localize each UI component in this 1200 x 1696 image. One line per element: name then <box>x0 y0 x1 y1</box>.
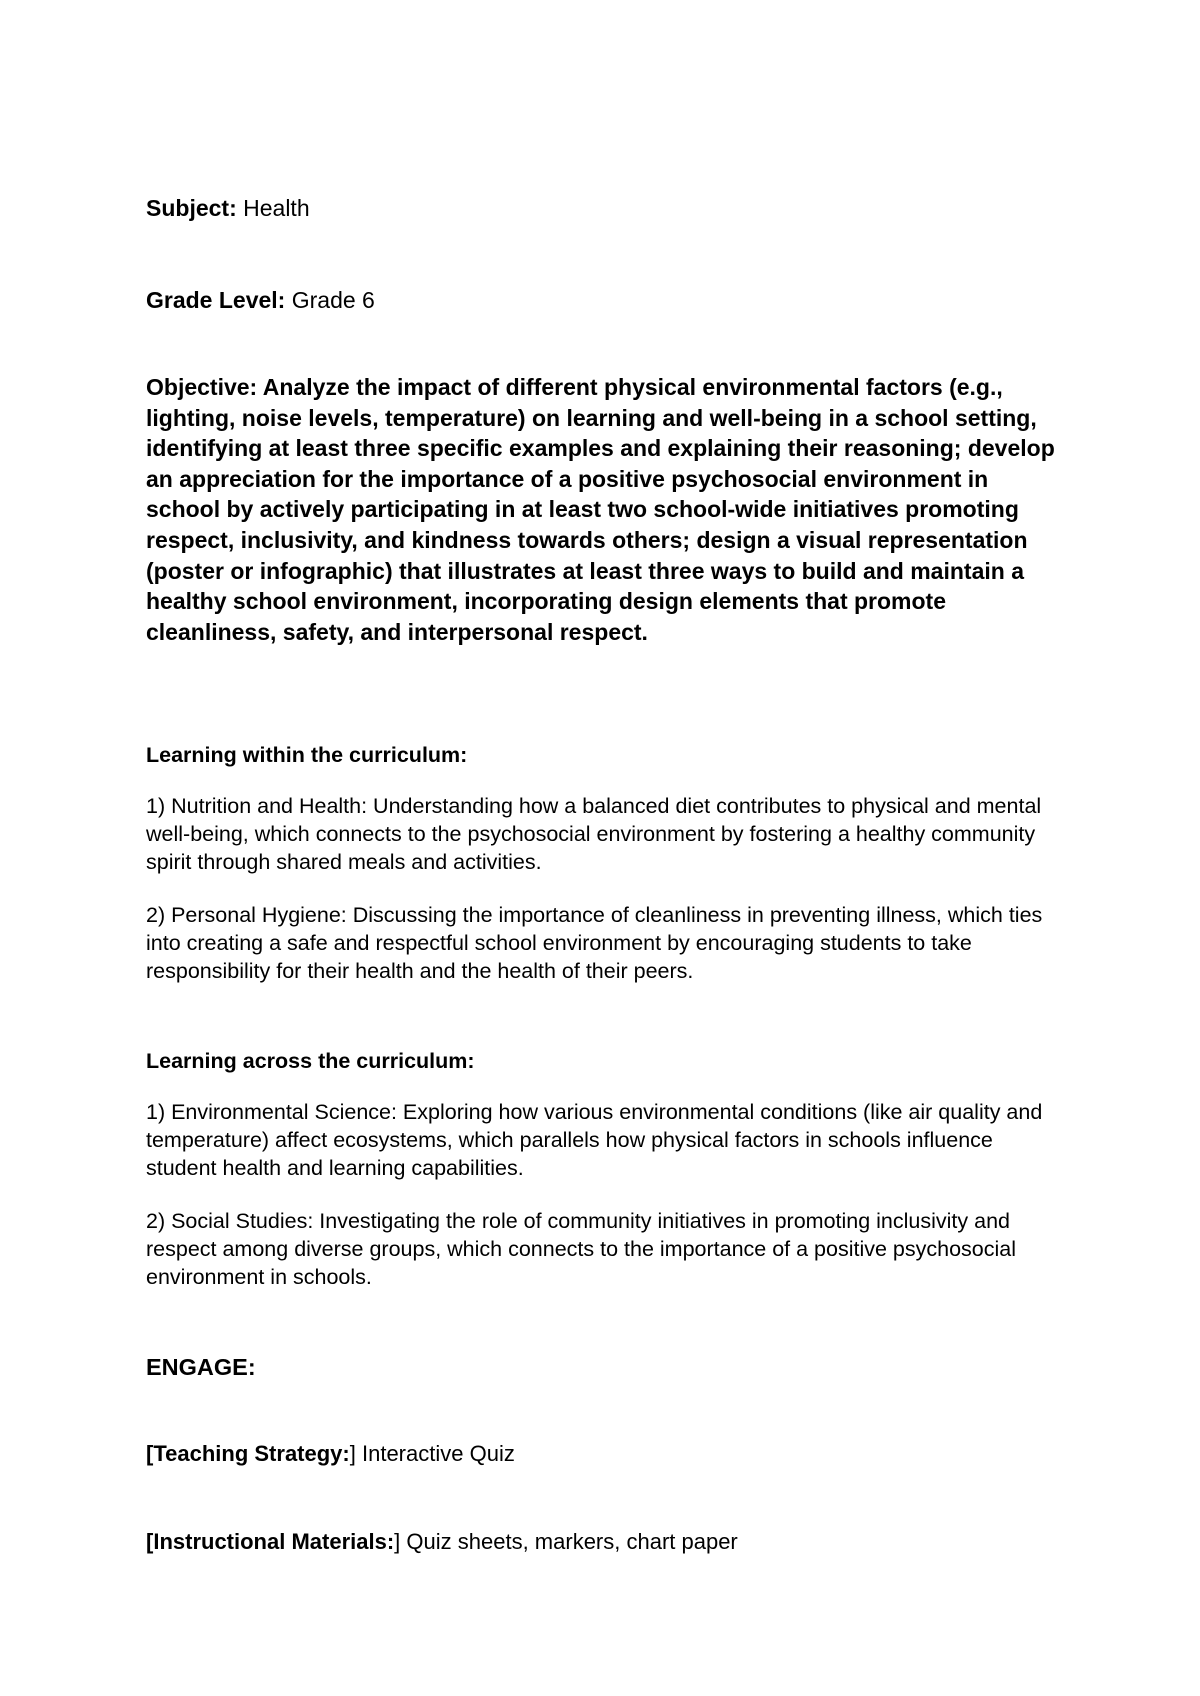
teaching-strategy-value: Interactive Quiz <box>355 1441 515 1466</box>
grade-level-value: Grade 6 <box>285 287 375 313</box>
grade-level-line <box>146 286 375 314</box>
teaching-strategy-label: Teaching Strategy: <box>153 1441 350 1466</box>
grade-level-label: Grade Level: <box>146 287 286 313</box>
learning-across-item-1: 1) Environmental Science: Exploring how various environmental conditions (like air quality and temperature) affect ecosystems, which parallels how physical factors in schools influence student health and learning capabilities. <box>146 1100 1043 1180</box>
subject-label: Subject: <box>146 195 237 221</box>
instructional-materials-open-bracket: [ <box>146 1529 154 1554</box>
learning-within-heading: Learning within the curriculum: <box>146 743 468 767</box>
instructional-materials-label: Instructional Materials: <box>153 1529 395 1554</box>
subject-value: Health <box>236 195 310 221</box>
objective-paragraph <box>146 372 1066 647</box>
subject-line <box>146 194 310 222</box>
objective-text: Analyze the impact of different physical environmental factors (e.g., lighting, noise levels, temperature) on learning and well-being in a school setting, identifying at least three specific examples and explaining their reasoning; develop an appreciation for the importance of a positive psychosocial environment in school by actively participating in at least two school-wide initiatives promoting respect, inclusivity, and kindness towards others; design a visual representation (poster or infographic) that illustrates at least three ways to build and maintain a healthy school environment, incorporating design elements that promote cleanliness, safety, and interpersonal respect. <box>146 374 1055 645</box>
learning-across-item-2: 2) Social Studies: Investigating the role of community initiatives in promoting inclusivity and respect among diverse groups, which connects to the importance of a positive psychosocial environment in schools. <box>146 1209 1017 1289</box>
instructional-materials-close-bracket: ] <box>394 1529 401 1554</box>
teaching-strategy-close-bracket: ] <box>349 1441 356 1466</box>
learning-within-item-1: 1) Nutrition and Health: Understanding how a balanced diet contributes to physical and mental well-being, which connects to the psychosocial environment by fostering a healthy community spirit through shared meals and activities. <box>146 794 1042 874</box>
instructional-materials-value: Quiz sheets, markers, chart paper <box>400 1529 738 1554</box>
teaching-strategy-line <box>146 1440 515 1468</box>
instructional-materials-line <box>146 1528 738 1556</box>
teaching-strategy-open-bracket: [ <box>146 1441 154 1466</box>
learning-across-heading: Learning across the curriculum: <box>146 1049 475 1073</box>
engage-heading: ENGAGE: <box>146 1354 256 1380</box>
learning-within-item-2: 2) Personal Hygiene: Discussing the importance of cleanliness in preventing illness, which ties into creating a safe and respectful school environment by encouraging students to take responsibility for their health and the health of their peers. <box>146 903 1043 983</box>
objective-label: Objective: <box>146 374 258 400</box>
